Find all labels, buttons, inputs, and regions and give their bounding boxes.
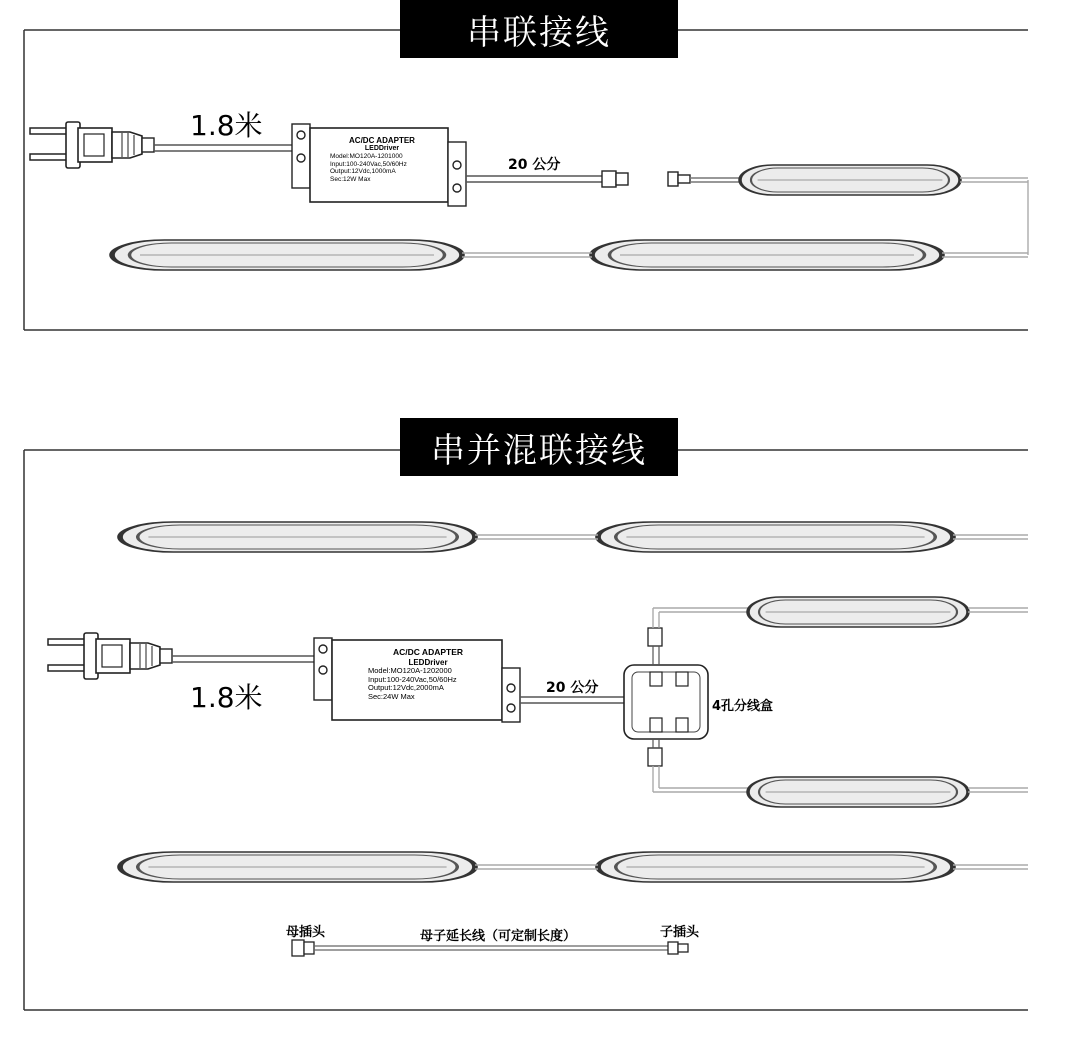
power-plug-icon (48, 633, 172, 679)
splitter-box-icon (624, 665, 708, 739)
panel1-title: 串联接线 (400, 0, 678, 58)
cord-length-label: 1.8米 (190, 681, 263, 714)
led-bar-icon (592, 240, 942, 270)
panel2-title: 串并混联接线 (400, 418, 678, 476)
led-bar-icon (120, 852, 475, 882)
extension-cable-label: 母子延长线（可定制长度） (420, 929, 577, 944)
male-plug-label: 子插头 (660, 925, 700, 940)
power-plug-icon (30, 122, 154, 168)
adapter-label: AC/DC ADAPTER LEDDriver Model:MO120A-1201000 Input:100-240Vac,50/60Hz Output:12Vdc,1000mA Sec:12W Max (330, 136, 415, 183)
led-bar-icon (598, 522, 953, 552)
led-bar-icon (598, 852, 953, 882)
panel-series-wiring (24, 30, 1028, 330)
female-plug-label: 母插头 (286, 925, 326, 940)
led-bar-icon (748, 777, 968, 807)
adapter-label: AC/DC ADAPTER LEDDriver Model:MO120A-1202000 Input:100-240Vac,50/60Hz Output:12Vdc,2000mA Sec:24W Max (368, 647, 464, 701)
led-bar-icon (120, 522, 475, 552)
led-bar-icon (748, 597, 968, 627)
cord-length-label: 1.8米 (190, 109, 263, 142)
splitter-label: 4孔分线盒 (712, 699, 774, 714)
led-bar-icon (112, 240, 462, 270)
lead-length-label: 20 公分 (508, 157, 561, 173)
led-bar-icon (740, 165, 960, 195)
lead-length-label: 20 公分 (546, 680, 599, 696)
